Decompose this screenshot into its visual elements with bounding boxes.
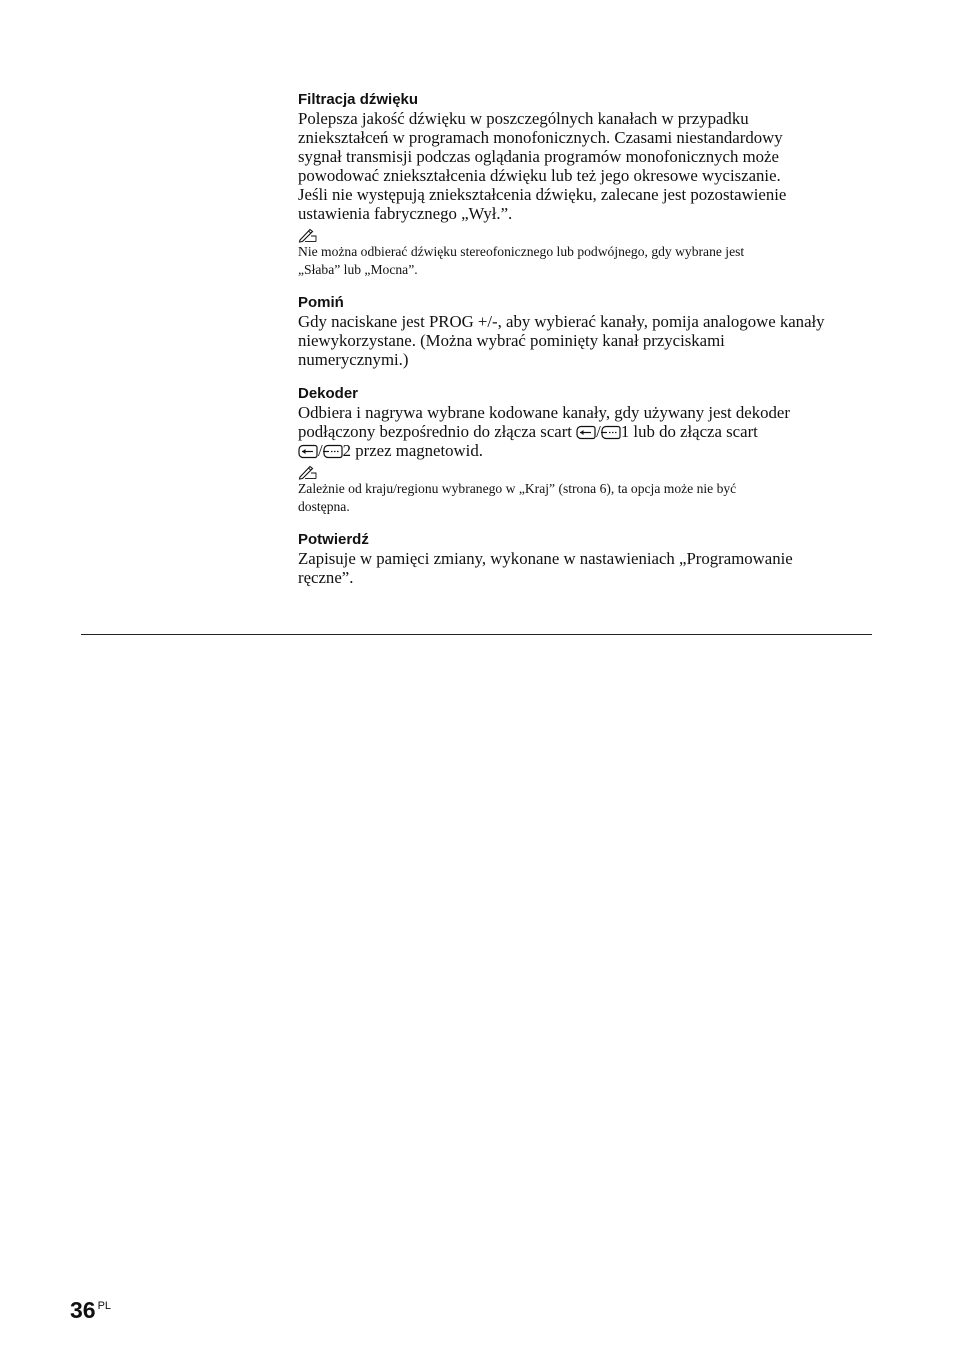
body-line: sygnał transmisji podczas oglądania programów monofonicznych może: [298, 147, 779, 166]
language-code: PL: [97, 1300, 112, 1312]
body-line: Zapisuje w pamięci zmiany, wykonane w nastawieniach „Programowanie: [298, 549, 793, 568]
body-line: Polepsza jakość dźwięku w poszczególnych kanałach w przypadku: [298, 109, 749, 128]
scart-input-icon: [576, 425, 596, 440]
section-pomin: [298, 293, 873, 369]
slash: /: [596, 422, 601, 441]
body-line: Jeśli nie występują zniekształcenia dźwięku, zalecane jest pozostawienie: [298, 185, 787, 204]
section-heading: Filtracja dźwięku: [298, 91, 419, 108]
body-line: zniekształceń w programach monofonicznych. Czasami niestandardowy: [298, 128, 783, 147]
section-body: [298, 549, 873, 587]
body-line: Gdy naciskane jest PROG +/-, aby wybierać kanały, pomija analogowe kanały: [298, 312, 825, 331]
note-line: dostępna.: [298, 498, 350, 514]
section-heading: Dekoder: [298, 385, 359, 402]
main-content: [298, 90, 873, 602]
section-filtracja: [298, 90, 873, 278]
note-line: Zależnie od kraju/regionu wybranego w „Kraj” (strona 6), ta opcja może nie być: [298, 481, 737, 496]
body-line: ręczne”.: [298, 568, 354, 587]
scart-output-icon: [323, 444, 343, 459]
note-line: „Słaba” lub „Mocna”.: [298, 261, 418, 277]
body-line: ustawienia fabrycznego „Wył.”.: [298, 204, 513, 223]
body-line: podłączony bezpośrednio do złącza scart: [298, 422, 572, 441]
section-heading: Pomiń: [298, 294, 344, 311]
pencil-note-icon: [298, 464, 318, 480]
body-text: 2 przez magnetowid.: [342, 441, 483, 460]
section-potwierdz: [298, 530, 873, 587]
page-number-value: 36: [70, 1297, 96, 1323]
section-heading: Potwierdź: [298, 531, 369, 548]
section-body: [298, 109, 873, 223]
body-line: numerycznymi.): [298, 350, 409, 369]
section-dekoder: [298, 384, 873, 515]
body-line: niewykorzystane. (Można wybrać pominięty kanał przyciskami: [298, 331, 725, 350]
slash: /: [318, 441, 323, 460]
section-note: [298, 480, 873, 515]
body-line: Odbiera i nagrywa wybrane kodowane kanały, gdy używany jest dekoder: [298, 403, 790, 422]
scart-input-icon: [298, 444, 318, 459]
body-text: 1 lub do złącza scart: [620, 422, 758, 441]
pencil-note-icon: [298, 227, 318, 243]
body-line: powodować zniekształcenia dźwięku lub też jego okresowe wyciszanie.: [298, 166, 781, 185]
page-number: [70, 1297, 111, 1324]
section-body: [298, 312, 873, 369]
scart-output-icon: [601, 425, 621, 440]
horizontal-divider: [81, 634, 872, 635]
section-body: [298, 403, 873, 460]
note-line: Nie można odbierać dźwięku stereofonicznego lub podwójnego, gdy wybrane jest: [298, 244, 745, 259]
section-note: [298, 243, 873, 278]
